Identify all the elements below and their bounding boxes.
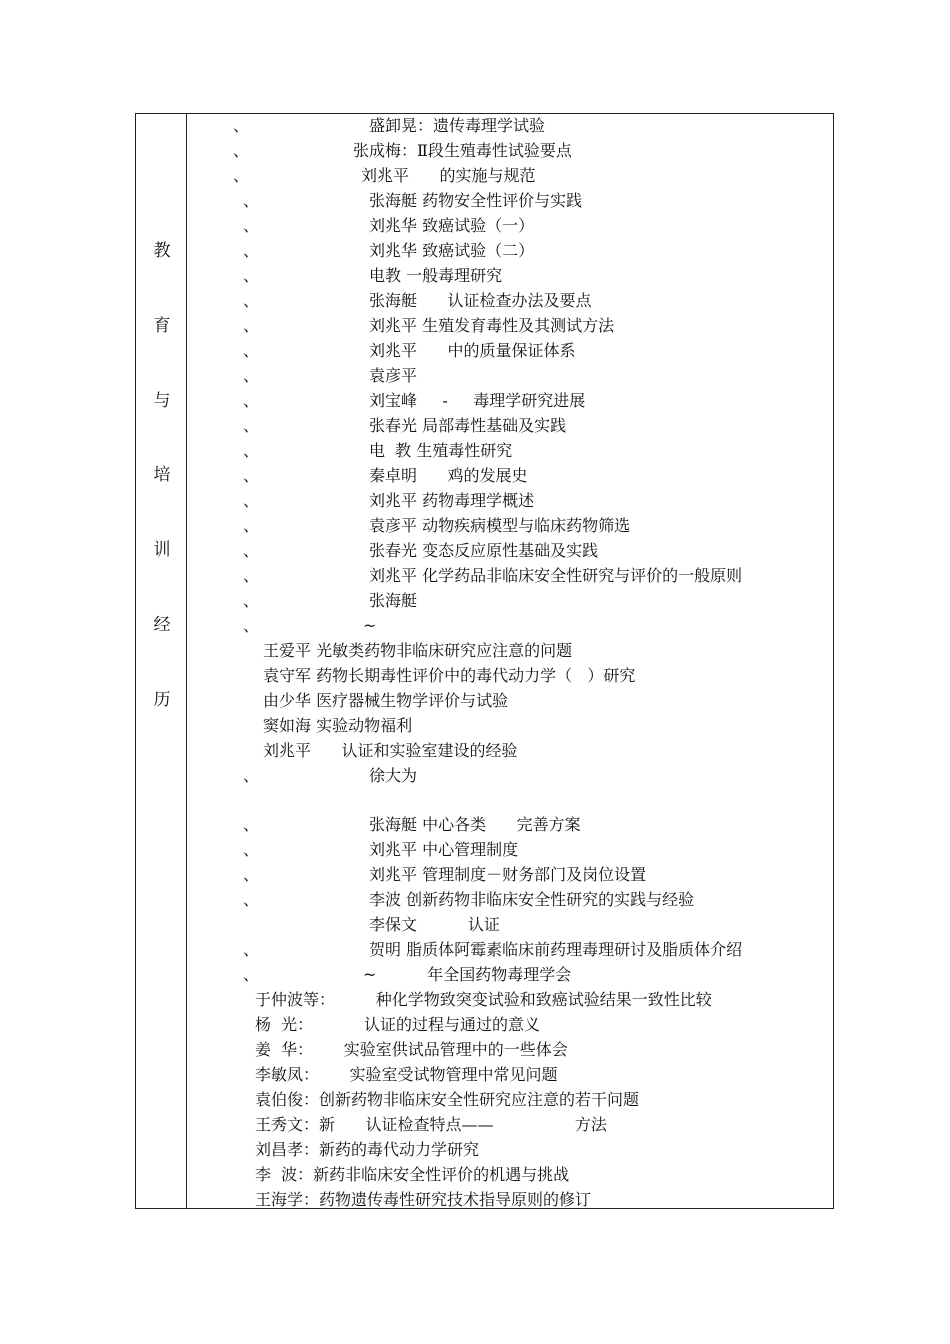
side-label-char: 训	[153, 540, 171, 560]
list-bullet: 、	[233, 141, 250, 160]
list-bullet: 、	[243, 840, 260, 859]
list-bullet: 、	[243, 391, 260, 410]
entry-text: 刘兆平 化学药品非临床安全性研究与评价的一般原则	[369, 566, 743, 585]
entry-text: 刘兆平 生殖发育毒性及其测试方法	[369, 316, 615, 335]
entry-text: 张海艇 认证检查办法及要点	[369, 291, 592, 310]
side-label-char: 与	[153, 391, 171, 411]
entry-text: 刘兆华 致癌试验（二）	[369, 241, 535, 260]
entry-text: 于仲波等： 种化学物致突变试验和致癌试验结果一致性比较	[255, 990, 712, 1009]
entry-text: 刘兆平 中心管理制度	[369, 840, 519, 859]
list-bullet: 、	[243, 865, 260, 884]
entry-text: 张海艇 中心各类 完善方案	[369, 815, 581, 834]
side-label-char: 历	[153, 690, 171, 710]
side-label-char: 育	[153, 316, 171, 336]
side-label-char: 培	[153, 465, 171, 485]
entry-text: 李保文 认证	[369, 915, 500, 934]
list-bullet: 、	[243, 541, 260, 560]
list-bullet: 、	[243, 616, 260, 635]
entry-text: 张海艇 药物安全性评价与实践	[369, 191, 583, 210]
list-bullet: 、	[243, 441, 260, 460]
list-bullet: 、	[243, 191, 260, 210]
list-bullet: 、	[243, 291, 260, 310]
side-label-char: 教	[153, 241, 171, 261]
list-bullet: 、	[243, 241, 260, 260]
list-bullet: 、	[233, 116, 250, 135]
entry-text: 刘兆平 中的质量保证体系	[369, 341, 576, 360]
entry-text: 盛卸晃：遗传毒理学试验	[369, 116, 546, 135]
entry-text: 刘宝峰 - 毒理学研究进展	[369, 391, 586, 410]
entry-text: 张成梅：Ⅱ段生殖毒性试验要点	[353, 141, 572, 160]
list-bullet: 、	[233, 166, 250, 185]
list-bullet: 、	[243, 591, 260, 610]
list-bullet: 、	[243, 940, 260, 959]
entry-text: 李 波：新药非临床安全性评价的机遇与挑战	[255, 1165, 570, 1184]
entry-text: 袁伯俊：创新药物非临床安全性研究应注意的若干问题	[255, 1090, 640, 1109]
entry-text: 王爱平 光敏类药物非临床研究应注意的问题	[263, 641, 573, 660]
list-bullet: 、	[243, 416, 260, 435]
list-bullet: 、	[243, 815, 260, 834]
entry-text: 电教 一般毒理研究	[369, 266, 503, 285]
entry-text: 徐大为	[369, 766, 418, 785]
side-label-char: 经	[153, 615, 171, 635]
list-bullet: 、	[243, 266, 260, 285]
entry-text: 姜 华： 实验室供试品管理中的一些体会	[255, 1040, 568, 1059]
list-bullet: 、	[243, 341, 260, 360]
entry-text: 刘兆平 认证和实验室建设的经验	[263, 741, 518, 760]
entry-text: ~ 年全国药物毒理学会	[363, 965, 572, 984]
entry-text: 王海学：药物遗传毒性研究技术指导原则的修订	[255, 1190, 592, 1209]
entry-text: 由少华 医疗器械生物学评价与试验	[263, 691, 509, 710]
entry-text: 李敏凤： 实验室受试物管理中常见问题	[255, 1065, 558, 1084]
entry-text: 刘兆华 致癌试验（一）	[369, 216, 535, 235]
entry-text: 张海艇	[369, 591, 418, 610]
entry-text: 刘兆平 的实施与规范	[361, 166, 536, 185]
entry-text: 秦卓明 鸡的发展史	[369, 466, 528, 485]
entry-text: 张春光 局部毒性基础及实践	[369, 416, 567, 435]
list-bullet: 、	[243, 366, 260, 385]
entry-text: 王秀文：新 认证检查特点—— 方法	[255, 1115, 607, 1134]
entry-text: 刘兆平 药物毒理学概述	[369, 491, 535, 510]
entry-text: ~	[363, 616, 377, 635]
entry-text: 窦如海 实验动物福利	[263, 716, 413, 735]
entry-text: 电 教 生殖毒性研究	[369, 441, 513, 460]
entry-text: 刘兆平 管理制度－财务部门及岗位设置	[369, 865, 647, 884]
entry-text: 张春光 变态反应原性基础及实践	[369, 541, 599, 560]
entry-text: 贺明 脂质体阿霉素临床前药理毒理研讨及脂质体介绍	[369, 940, 743, 959]
list-bullet: 、	[243, 466, 260, 485]
list-bullet: 、	[243, 766, 260, 785]
list-bullet: 、	[243, 516, 260, 535]
entry-text: 袁彦平	[369, 366, 418, 385]
list-bullet: 、	[243, 890, 260, 909]
entry-text: 袁守军 药物长期毒性评价中的毒代动力学（ ）研究	[263, 666, 636, 685]
entry-text: 李波 创新药物非临床安全性研究的实践与经验	[369, 890, 695, 909]
list-bullet: 、	[243, 491, 260, 510]
list-bullet: 、	[243, 216, 260, 235]
list-bullet: 、	[243, 566, 260, 585]
entry-text: 杨 光： 认证的过程与通过的意义	[255, 1015, 541, 1034]
list-bullet: 、	[243, 316, 260, 335]
entry-text: 刘昌孝：新药的毒代动力学研究	[255, 1140, 480, 1159]
entry-text: 袁彦平 动物疾病模型与临床药物筛选	[369, 516, 631, 535]
list-bullet: 、	[243, 965, 260, 984]
